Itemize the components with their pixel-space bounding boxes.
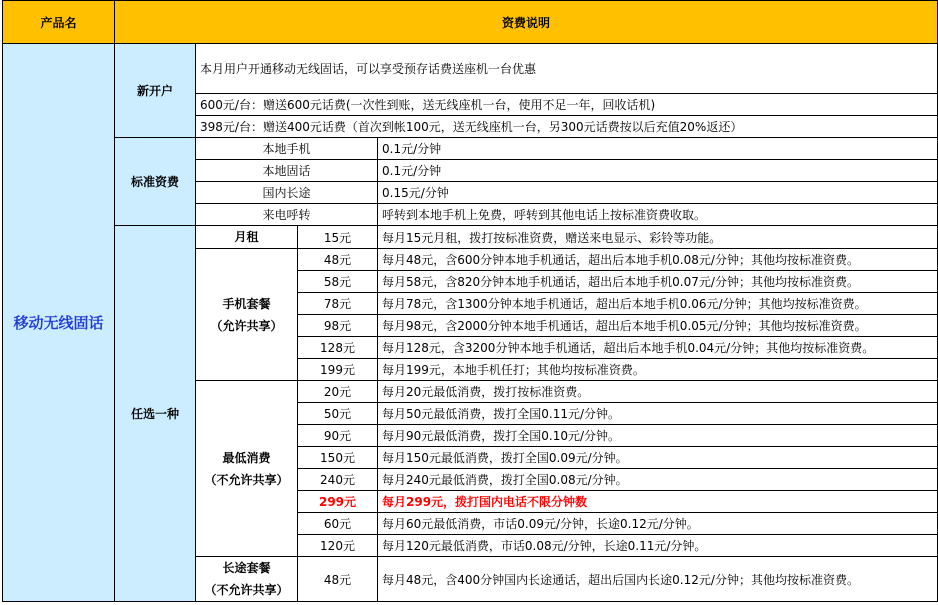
plan-price: 78元 (298, 293, 378, 315)
mobile-pkg-label (196, 249, 298, 381)
plan-desc: 每月15元月租，拨打按标准资费，赠送来电显示、彩铃等功能。 (378, 226, 938, 249)
product-name: 移动无线固话 (3, 44, 115, 602)
standard-rate: 0.1元/分钟 (378, 138, 938, 160)
product-col-header: 产品名 (3, 1, 115, 44)
plan-price: 48元 (298, 249, 378, 271)
new-account-offer: 600元/台：赠送600元话费(一次性到账，送无线座机一台，使用不足一年，回收话机) (196, 94, 938, 116)
new-account-label: 新开户 (115, 44, 196, 138)
plan-desc: 每月20元最低消费，拨打按标准资费。 (378, 381, 938, 403)
standard-item: 本地手机 (196, 138, 378, 160)
standard-rate: 0.15元/分钟 (378, 182, 938, 204)
standard-rate: 0.1元/分钟 (378, 160, 938, 182)
plan-desc: 每月150元最低消费，拨打全国0.09元/分钟。 (378, 447, 938, 469)
plan-desc: 每月50元最低消费，拨打全国0.11元/分钟。 (378, 403, 938, 425)
rate-table (2, 0, 938, 602)
min-spend-note: （不允许共享） (204, 472, 289, 487)
plan-desc: 每月120元最低消费，市话0.08元/分钟，长途0.11元/分钟。 (378, 535, 938, 557)
mobile-pkg-title: 手机套餐 (222, 296, 271, 311)
plan-price: 240元 (298, 469, 378, 491)
new-account-intro: 本月用户开通移动无线固话，可以享受预存话费送座机一台优惠 (196, 44, 938, 94)
mobile-pkg-note: （允许共享） (210, 318, 283, 333)
plan-price: 58元 (298, 271, 378, 293)
plan-price: 60元 (298, 513, 378, 535)
plan-desc: 每月240元最低消费，拨打全国0.08元/分钟。 (378, 469, 938, 491)
choose-one-label: 任选一种 (115, 226, 196, 602)
min-spend-title: 最低消费 (222, 450, 271, 465)
plan-desc: 每月199元，本地手机任打；其他均按标准资费。 (378, 359, 938, 381)
long-distance-label (196, 557, 298, 602)
plan-desc: 每月128元，含3200分钟本地手机通话，超出后本地手机0.04元/分钟；其他均按标准资费。 (378, 337, 938, 359)
plan-desc: 每月98元，含2000分钟本地手机通话，超出后本地手机0.05元/分钟；其他均按标准资费。 (378, 315, 938, 337)
plan-price: 48元 (298, 557, 378, 602)
desc-col-header: 资费说明 (115, 1, 938, 44)
plan-price: 199元 (298, 359, 378, 381)
new-account-offer: 398元/台：赠送400元话费（首次到帐100元，送无线座机一台，另300元话费按以后充值20%返还） (196, 116, 938, 138)
long-distance-note: （不允许共享） (204, 583, 289, 597)
plan-price-highlight: 299元 (298, 491, 378, 513)
min-spend-label (196, 381, 298, 557)
plan-price: 20元 (298, 381, 378, 403)
plan-price: 120元 (298, 535, 378, 557)
long-distance-title: 长途套餐 (222, 561, 271, 575)
standard-rate: 呼转到本地手机上免费，呼转到其他电话上按标准资费收取。 (378, 204, 938, 226)
standard-item: 来电呼转 (196, 204, 378, 226)
standard-label: 标准资费 (115, 138, 196, 226)
plan-desc: 每月58元，含820分钟本地手机通话，超出后本地手机0.07元/分钟；其他均按标准资费。 (378, 271, 938, 293)
plan-price: 90元 (298, 425, 378, 447)
plan-price: 128元 (298, 337, 378, 359)
monthly-rent-label: 月租 (196, 226, 298, 249)
standard-item: 国内长途 (196, 182, 378, 204)
plan-desc-highlight: 每月299元，拨打国内电话不限分钟数 (378, 491, 938, 513)
plan-desc: 每月48元，含400分钟国内长途通话，超出后国内长途0.12元/分钟；其他均按标准资费。 (378, 557, 938, 602)
plan-price: 15元 (298, 226, 378, 249)
plan-price: 150元 (298, 447, 378, 469)
plan-desc: 每月90元最低消费，拨打全国0.10元/分钟。 (378, 425, 938, 447)
plan-price: 98元 (298, 315, 378, 337)
plan-desc: 每月60元最低消费，市话0.09元/分钟，长途0.12元/分钟。 (378, 513, 938, 535)
plan-price: 50元 (298, 403, 378, 425)
plan-desc: 每月78元，含1300分钟本地手机通话，超出后本地手机0.06元/分钟；其他均按标准资费。 (378, 293, 938, 315)
plan-desc: 每月48元，含600分钟本地手机通话，超出后本地手机0.08元/分钟；其他均按标准资费。 (378, 249, 938, 271)
standard-item: 本地固话 (196, 160, 378, 182)
